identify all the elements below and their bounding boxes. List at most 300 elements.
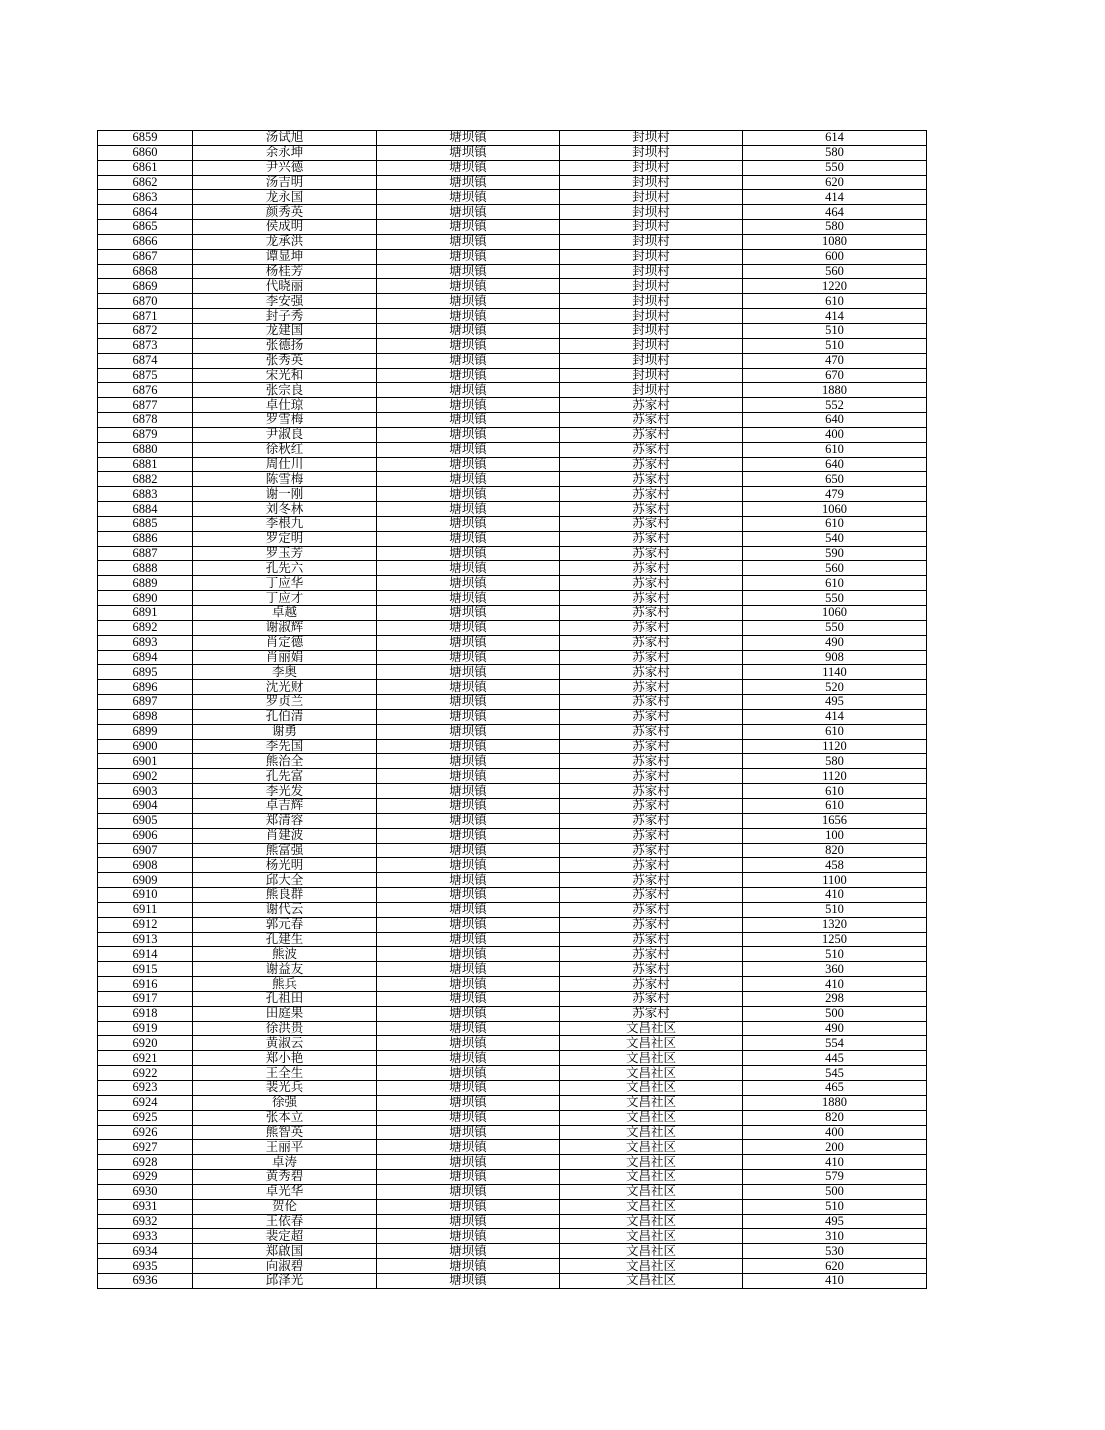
town-cell: 塘坝镇	[377, 813, 560, 828]
name-cell: 孔先六	[193, 561, 377, 576]
row-number-cell: 6901	[98, 754, 193, 769]
table-row	[98, 546, 927, 561]
name-cell: 向淑碧	[193, 1259, 377, 1274]
amount-cell: 620	[743, 175, 927, 190]
table-row	[98, 1081, 927, 1096]
village-cell: 苏家村	[560, 813, 743, 828]
name-cell: 周仕川	[193, 457, 377, 472]
row-number-cell: 6908	[98, 858, 193, 873]
table-body	[98, 131, 927, 1289]
amount-cell: 614	[743, 131, 927, 146]
village-cell: 苏家村	[560, 635, 743, 650]
town-cell: 塘坝镇	[377, 1110, 560, 1125]
village-cell: 苏家村	[560, 769, 743, 784]
row-number-cell: 6896	[98, 680, 193, 695]
village-cell: 苏家村	[560, 620, 743, 635]
amount-cell: 410	[743, 1155, 927, 1170]
row-number-cell: 6890	[98, 591, 193, 606]
amount-cell: 464	[743, 205, 927, 220]
amount-cell: 650	[743, 472, 927, 487]
name-cell: 李先国	[193, 739, 377, 754]
name-cell: 刘冬林	[193, 502, 377, 517]
name-cell: 贺伦	[193, 1199, 377, 1214]
row-number-cell: 6900	[98, 739, 193, 754]
table-row	[98, 1229, 927, 1244]
name-cell: 罗贞兰	[193, 695, 377, 710]
table-row	[98, 858, 927, 873]
row-number-cell: 6932	[98, 1214, 193, 1229]
amount-cell: 1060	[743, 502, 927, 517]
town-cell: 塘坝镇	[377, 962, 560, 977]
town-cell: 塘坝镇	[377, 828, 560, 843]
amount-cell: 510	[743, 947, 927, 962]
row-number-cell: 6874	[98, 353, 193, 368]
village-cell: 苏家村	[560, 561, 743, 576]
row-number-cell: 6882	[98, 472, 193, 487]
amount-cell: 495	[743, 695, 927, 710]
row-number-cell: 6914	[98, 947, 193, 962]
village-cell: 苏家村	[560, 798, 743, 813]
amount-cell: 310	[743, 1229, 927, 1244]
name-cell: 李奥	[193, 665, 377, 680]
village-cell: 苏家村	[560, 962, 743, 977]
row-number-cell: 6879	[98, 427, 193, 442]
amount-cell: 1120	[743, 769, 927, 784]
amount-cell: 610	[743, 576, 927, 591]
table-row	[98, 932, 927, 947]
amount-cell: 479	[743, 487, 927, 502]
row-number-cell: 6895	[98, 665, 193, 680]
village-cell: 文昌社区	[560, 1229, 743, 1244]
table-row	[98, 724, 927, 739]
row-number-cell: 6935	[98, 1259, 193, 1274]
table-row	[98, 873, 927, 888]
amount-cell: 458	[743, 858, 927, 873]
town-cell: 塘坝镇	[377, 131, 560, 146]
town-cell: 塘坝镇	[377, 576, 560, 591]
town-cell: 塘坝镇	[377, 606, 560, 621]
table-row	[98, 813, 927, 828]
town-cell: 塘坝镇	[377, 620, 560, 635]
village-cell: 苏家村	[560, 695, 743, 710]
village-cell: 封坝村	[560, 309, 743, 324]
table-row	[98, 1095, 927, 1110]
row-number-cell: 6868	[98, 264, 193, 279]
village-cell: 封坝村	[560, 175, 743, 190]
name-cell: 谢益友	[193, 962, 377, 977]
name-cell: 汤吉明	[193, 175, 377, 190]
village-cell: 文昌社区	[560, 1110, 743, 1125]
town-cell: 塘坝镇	[377, 294, 560, 309]
village-cell: 文昌社区	[560, 1095, 743, 1110]
name-cell: 罗雪梅	[193, 413, 377, 428]
town-cell: 塘坝镇	[377, 516, 560, 531]
name-cell: 卓光华	[193, 1184, 377, 1199]
row-number-cell: 6883	[98, 487, 193, 502]
name-cell: 邱泽光	[193, 1273, 377, 1288]
village-cell: 文昌社区	[560, 1051, 743, 1066]
name-cell: 肖建波	[193, 828, 377, 843]
town-cell: 塘坝镇	[377, 1214, 560, 1229]
amount-cell: 600	[743, 249, 927, 264]
name-cell: 郑清容	[193, 813, 377, 828]
name-cell: 汤试旭	[193, 131, 377, 146]
table-row	[98, 220, 927, 235]
amount-cell: 500	[743, 1006, 927, 1021]
row-number-cell: 6916	[98, 977, 193, 992]
town-cell: 塘坝镇	[377, 1140, 560, 1155]
town-cell: 塘坝镇	[377, 368, 560, 383]
village-cell: 苏家村	[560, 442, 743, 457]
row-number-cell: 6891	[98, 606, 193, 621]
row-number-cell: 6930	[98, 1184, 193, 1199]
row-number-cell: 6864	[98, 205, 193, 220]
town-cell: 塘坝镇	[377, 1095, 560, 1110]
town-cell: 塘坝镇	[377, 1229, 560, 1244]
row-number-cell: 6936	[98, 1273, 193, 1288]
village-cell: 苏家村	[560, 413, 743, 428]
village-cell: 封坝村	[560, 131, 743, 146]
row-number-cell: 6910	[98, 888, 193, 903]
town-cell: 塘坝镇	[377, 888, 560, 903]
village-cell: 苏家村	[560, 932, 743, 947]
table-row	[98, 398, 927, 413]
row-number-cell: 6921	[98, 1051, 193, 1066]
table-row	[98, 205, 927, 220]
row-number-cell: 6913	[98, 932, 193, 947]
town-cell: 塘坝镇	[377, 947, 560, 962]
village-cell: 封坝村	[560, 383, 743, 398]
village-cell: 苏家村	[560, 902, 743, 917]
table-row	[98, 1214, 927, 1229]
table-row	[98, 264, 927, 279]
village-cell: 苏家村	[560, 917, 743, 932]
row-number-cell: 6881	[98, 457, 193, 472]
amount-cell: 820	[743, 843, 927, 858]
town-cell: 塘坝镇	[377, 309, 560, 324]
village-cell: 苏家村	[560, 398, 743, 413]
amount-cell: 470	[743, 353, 927, 368]
amount-cell: 540	[743, 531, 927, 546]
village-cell: 苏家村	[560, 828, 743, 843]
amount-cell: 610	[743, 442, 927, 457]
name-cell: 熊兵	[193, 977, 377, 992]
town-cell: 塘坝镇	[377, 398, 560, 413]
town-cell: 塘坝镇	[377, 190, 560, 205]
table-row	[98, 516, 927, 531]
name-cell: 龙永国	[193, 190, 377, 205]
row-number-cell: 6859	[98, 131, 193, 146]
name-cell: 封子秀	[193, 309, 377, 324]
village-cell: 苏家村	[560, 784, 743, 799]
name-cell: 熊富强	[193, 843, 377, 858]
name-cell: 丁应才	[193, 591, 377, 606]
table-row	[98, 442, 927, 457]
name-cell: 郭元春	[193, 917, 377, 932]
amount-cell: 820	[743, 1110, 927, 1125]
amount-cell: 490	[743, 635, 927, 650]
town-cell: 塘坝镇	[377, 442, 560, 457]
table-row	[98, 917, 927, 932]
table-row	[98, 234, 927, 249]
table-row	[98, 650, 927, 665]
name-cell: 徐强	[193, 1095, 377, 1110]
table-row	[98, 606, 927, 621]
village-cell: 苏家村	[560, 977, 743, 992]
amount-cell: 414	[743, 190, 927, 205]
name-cell: 王丽平	[193, 1140, 377, 1155]
row-number-cell: 6871	[98, 309, 193, 324]
table-row	[98, 190, 927, 205]
table-row	[98, 680, 927, 695]
town-cell: 塘坝镇	[377, 413, 560, 428]
table-row	[98, 1006, 927, 1021]
village-cell: 苏家村	[560, 591, 743, 606]
village-cell: 苏家村	[560, 680, 743, 695]
table-row	[98, 1184, 927, 1199]
name-cell: 张本立	[193, 1110, 377, 1125]
name-cell: 卓越	[193, 606, 377, 621]
table-row	[98, 249, 927, 264]
table-row	[98, 665, 927, 680]
village-cell: 封坝村	[560, 190, 743, 205]
town-cell: 塘坝镇	[377, 650, 560, 665]
data-table	[97, 130, 927, 1289]
table-row	[98, 798, 927, 813]
table-row	[98, 1110, 927, 1125]
row-number-cell: 6931	[98, 1199, 193, 1214]
name-cell: 熊治全	[193, 754, 377, 769]
row-number-cell: 6897	[98, 695, 193, 710]
name-cell: 田庭果	[193, 1006, 377, 1021]
row-number-cell: 6893	[98, 635, 193, 650]
row-number-cell: 6912	[98, 917, 193, 932]
town-cell: 塘坝镇	[377, 1259, 560, 1274]
town-cell: 塘坝镇	[377, 991, 560, 1006]
town-cell: 塘坝镇	[377, 1170, 560, 1185]
name-cell: 卓仕琼	[193, 398, 377, 413]
table-row	[98, 977, 927, 992]
village-cell: 封坝村	[560, 323, 743, 338]
amount-cell: 1060	[743, 606, 927, 621]
table-row	[98, 413, 927, 428]
name-cell: 宋光和	[193, 368, 377, 383]
village-cell: 苏家村	[560, 754, 743, 769]
village-cell: 封坝村	[560, 220, 743, 235]
row-number-cell: 6929	[98, 1170, 193, 1185]
row-number-cell: 6866	[98, 234, 193, 249]
name-cell: 卓涛	[193, 1155, 377, 1170]
table-row	[98, 1066, 927, 1081]
row-number-cell: 6920	[98, 1036, 193, 1051]
table-row	[98, 338, 927, 353]
town-cell: 塘坝镇	[377, 487, 560, 502]
name-cell: 丁应华	[193, 576, 377, 591]
amount-cell: 414	[743, 709, 927, 724]
amount-cell: 1656	[743, 813, 927, 828]
town-cell: 塘坝镇	[377, 249, 560, 264]
town-cell: 塘坝镇	[377, 220, 560, 235]
name-cell: 张秀英	[193, 353, 377, 368]
name-cell: 余永坤	[193, 145, 377, 160]
row-number-cell: 6905	[98, 813, 193, 828]
table-row	[98, 309, 927, 324]
row-number-cell: 6924	[98, 1095, 193, 1110]
name-cell: 张宗良	[193, 383, 377, 398]
amount-cell: 510	[743, 338, 927, 353]
village-cell: 文昌社区	[560, 1199, 743, 1214]
row-number-cell: 6898	[98, 709, 193, 724]
row-number-cell: 6919	[98, 1021, 193, 1036]
town-cell: 塘坝镇	[377, 1021, 560, 1036]
table-row	[98, 1125, 927, 1140]
row-number-cell: 6903	[98, 784, 193, 799]
table-row	[98, 591, 927, 606]
table-row	[98, 739, 927, 754]
town-cell: 塘坝镇	[377, 724, 560, 739]
name-cell: 李安强	[193, 294, 377, 309]
row-number-cell: 6861	[98, 160, 193, 175]
amount-cell: 100	[743, 828, 927, 843]
town-cell: 塘坝镇	[377, 665, 560, 680]
amount-cell: 400	[743, 427, 927, 442]
amount-cell: 1100	[743, 873, 927, 888]
row-number-cell: 6911	[98, 902, 193, 917]
name-cell: 李光发	[193, 784, 377, 799]
table-row	[98, 576, 927, 591]
amount-cell: 560	[743, 264, 927, 279]
village-cell: 文昌社区	[560, 1066, 743, 1081]
amount-cell: 530	[743, 1244, 927, 1259]
village-cell: 苏家村	[560, 991, 743, 1006]
name-cell: 杨光明	[193, 858, 377, 873]
amount-cell: 495	[743, 1214, 927, 1229]
town-cell: 塘坝镇	[377, 1184, 560, 1199]
town-cell: 塘坝镇	[377, 1244, 560, 1259]
village-cell: 苏家村	[560, 606, 743, 621]
town-cell: 塘坝镇	[377, 977, 560, 992]
row-number-cell: 6865	[98, 220, 193, 235]
name-cell: 龙承洪	[193, 234, 377, 249]
row-number-cell: 6869	[98, 279, 193, 294]
village-cell: 苏家村	[560, 427, 743, 442]
name-cell: 谢代云	[193, 902, 377, 917]
table-row	[98, 1155, 927, 1170]
name-cell: 邱大全	[193, 873, 377, 888]
town-cell: 塘坝镇	[377, 1006, 560, 1021]
table-row	[98, 279, 927, 294]
village-cell: 苏家村	[560, 531, 743, 546]
amount-cell: 560	[743, 561, 927, 576]
row-number-cell: 6926	[98, 1125, 193, 1140]
name-cell: 尹淑良	[193, 427, 377, 442]
table-row	[98, 294, 927, 309]
row-number-cell: 6885	[98, 516, 193, 531]
row-number-cell: 6918	[98, 1006, 193, 1021]
town-cell: 塘坝镇	[377, 561, 560, 576]
name-cell: 谢淑辉	[193, 620, 377, 635]
town-cell: 塘坝镇	[377, 695, 560, 710]
town-cell: 塘坝镇	[377, 1273, 560, 1288]
town-cell: 塘坝镇	[377, 279, 560, 294]
village-cell: 封坝村	[560, 205, 743, 220]
amount-cell: 580	[743, 220, 927, 235]
amount-cell: 1220	[743, 279, 927, 294]
table-row	[98, 843, 927, 858]
amount-cell: 640	[743, 413, 927, 428]
amount-cell: 610	[743, 784, 927, 799]
village-cell: 苏家村	[560, 873, 743, 888]
name-cell: 郑小艳	[193, 1051, 377, 1066]
amount-cell: 545	[743, 1066, 927, 1081]
row-number-cell: 6863	[98, 190, 193, 205]
table-row	[98, 962, 927, 977]
town-cell: 塘坝镇	[377, 457, 560, 472]
row-number-cell: 6889	[98, 576, 193, 591]
town-cell: 塘坝镇	[377, 591, 560, 606]
name-cell: 颜秀英	[193, 205, 377, 220]
row-number-cell: 6899	[98, 724, 193, 739]
village-cell: 苏家村	[560, 576, 743, 591]
name-cell: 卓吉辉	[193, 798, 377, 813]
table-row	[98, 487, 927, 502]
amount-cell: 580	[743, 754, 927, 769]
table-row	[98, 754, 927, 769]
name-cell: 罗定明	[193, 531, 377, 546]
village-cell: 文昌社区	[560, 1036, 743, 1051]
town-cell: 塘坝镇	[377, 353, 560, 368]
name-cell: 杨桂芳	[193, 264, 377, 279]
town-cell: 塘坝镇	[377, 205, 560, 220]
row-number-cell: 6917	[98, 991, 193, 1006]
amount-cell: 360	[743, 962, 927, 977]
amount-cell: 1880	[743, 383, 927, 398]
town-cell: 塘坝镇	[377, 1155, 560, 1170]
village-cell: 苏家村	[560, 650, 743, 665]
row-number-cell: 6878	[98, 413, 193, 428]
row-number-cell: 6870	[98, 294, 193, 309]
amount-cell: 1250	[743, 932, 927, 947]
village-cell: 文昌社区	[560, 1140, 743, 1155]
amount-cell: 580	[743, 145, 927, 160]
table-row	[98, 561, 927, 576]
name-cell: 徐洪贵	[193, 1021, 377, 1036]
amount-cell: 414	[743, 309, 927, 324]
village-cell: 文昌社区	[560, 1081, 743, 1096]
village-cell: 文昌社区	[560, 1244, 743, 1259]
village-cell: 文昌社区	[560, 1214, 743, 1229]
town-cell: 塘坝镇	[377, 234, 560, 249]
village-cell: 封坝村	[560, 160, 743, 175]
row-number-cell: 6892	[98, 620, 193, 635]
row-number-cell: 6877	[98, 398, 193, 413]
village-cell: 苏家村	[560, 457, 743, 472]
town-cell: 塘坝镇	[377, 264, 560, 279]
town-cell: 塘坝镇	[377, 769, 560, 784]
table-row	[98, 427, 927, 442]
name-cell: 张德扬	[193, 338, 377, 353]
row-number-cell: 6872	[98, 323, 193, 338]
amount-cell: 520	[743, 680, 927, 695]
town-cell: 塘坝镇	[377, 1066, 560, 1081]
name-cell: 裴定超	[193, 1229, 377, 1244]
town-cell: 塘坝镇	[377, 902, 560, 917]
amount-cell: 1880	[743, 1095, 927, 1110]
table-row	[98, 1021, 927, 1036]
town-cell: 塘坝镇	[377, 472, 560, 487]
town-cell: 塘坝镇	[377, 427, 560, 442]
amount-cell: 579	[743, 1170, 927, 1185]
